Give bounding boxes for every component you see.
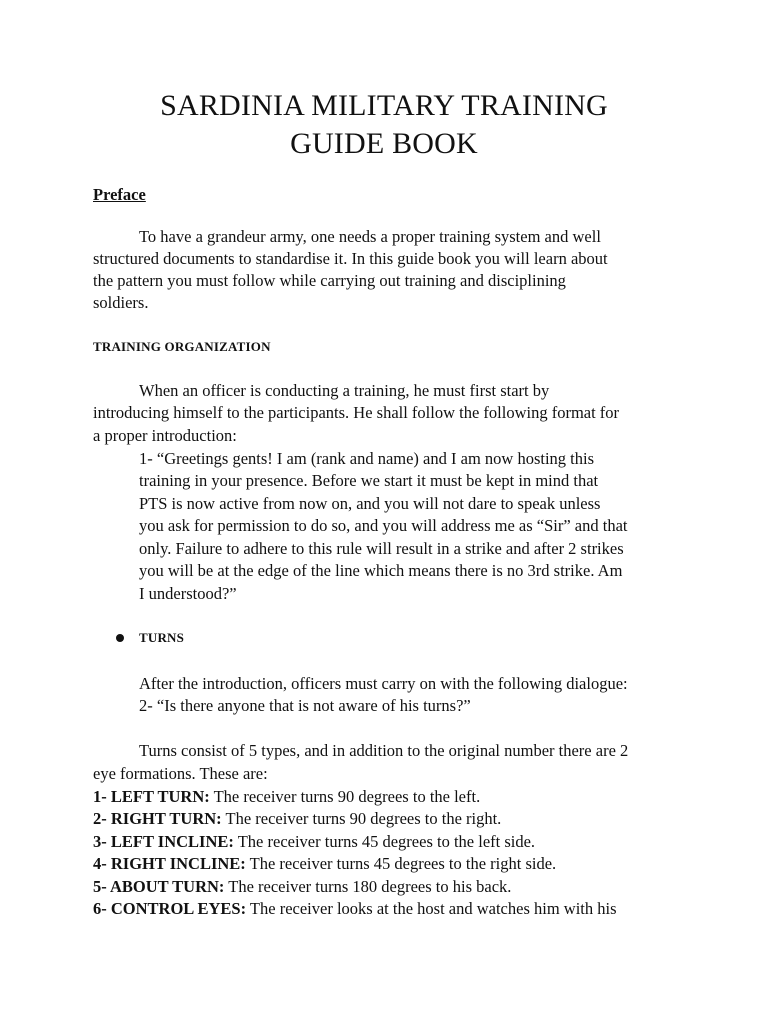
turn-item bbox=[93, 876, 511, 898]
training-organization-heading: TRAINING ORGANIZATION bbox=[93, 339, 271, 354]
quote-line-2: training in your presence. Before we start it must be kept in mind that bbox=[139, 471, 599, 490]
turn-item-label: 5- ABOUT TURN: bbox=[93, 877, 225, 896]
bullet-icon bbox=[116, 634, 124, 642]
preface-line-3: the pattern you must follow while carrying out training and disciplining bbox=[93, 271, 566, 290]
turns-dialogue-line-2: 2- “Is there anyone that is not aware of his turns?” bbox=[139, 696, 471, 715]
turns-types-line-2: eye formations. These are: bbox=[93, 764, 268, 783]
turn-item bbox=[93, 898, 617, 920]
turn-item-label: 1- LEFT TURN: bbox=[93, 787, 210, 806]
preface-line-1: To have a grandeur army, one needs a proper training system and well bbox=[139, 227, 601, 246]
preface-heading: Preface bbox=[93, 185, 146, 204]
quote-line-4: you ask for permission to do so, and you will address me as “Sir” and that bbox=[139, 516, 628, 535]
training-intro-line-3: a proper introduction: bbox=[93, 426, 237, 445]
preface-line-2: structured documents to standardise it. In this guide book you will learn about bbox=[93, 249, 608, 268]
turns-types-line-1: Turns consist of 5 types, and in addition to the original number there are 2 bbox=[139, 741, 629, 760]
turn-item-label: 2- RIGHT TURN: bbox=[93, 809, 222, 828]
turn-item bbox=[93, 831, 535, 853]
turn-item-label: 3- LEFT INCLINE: bbox=[93, 832, 234, 851]
turn-item bbox=[93, 786, 480, 808]
turn-item-label: 4- RIGHT INCLINE: bbox=[93, 854, 246, 873]
training-intro-line-2: introducing himself to the participants. He shall follow the following format for bbox=[93, 403, 620, 422]
document-title-line-2: GUIDE BOOK bbox=[290, 127, 478, 160]
turn-item-label: 6- CONTROL EYES: bbox=[93, 899, 247, 918]
quote-line-7: I understood?” bbox=[139, 584, 237, 603]
turn-item-text: The receiver turns 45 degrees to the left side. bbox=[233, 832, 536, 851]
quote-line-1: 1- “Greetings gents! I am (rank and name) and I am now hosting this bbox=[139, 449, 594, 468]
turn-item bbox=[93, 853, 556, 875]
turns-dialogue-line-1: After the introduction, officers must carry on with the following dialogue: bbox=[139, 674, 628, 693]
turn-item bbox=[93, 808, 501, 830]
turn-item-text: The receiver turns 180 degrees to his back. bbox=[224, 877, 512, 896]
preface-line-4: soldiers. bbox=[93, 293, 149, 312]
document-title-line-1: SARDINIA MILITARY TRAINING bbox=[160, 89, 608, 122]
training-intro-line-1: When an officer is conducting a training, he must first start by bbox=[139, 381, 550, 400]
turn-item-text: The receiver looks at the host and watches him with his bbox=[246, 899, 617, 918]
quote-line-5: only. Failure to adhere to this rule will result in a strike and after 2 strikes bbox=[139, 539, 624, 558]
quote-line-3: PTS is now active from now on, and you will not dare to speak unless bbox=[139, 494, 601, 513]
quote-line-6: you will be at the edge of the line which means there is no 3rd strike. Am bbox=[139, 561, 623, 580]
turn-item-text: The receiver turns 45 degrees to the right side. bbox=[245, 854, 557, 873]
turns-heading: TURNS bbox=[139, 630, 185, 645]
turn-item-text: The receiver turns 90 degrees to the right. bbox=[221, 809, 502, 828]
turn-item-text: The receiver turns 90 degrees to the left. bbox=[209, 787, 481, 806]
